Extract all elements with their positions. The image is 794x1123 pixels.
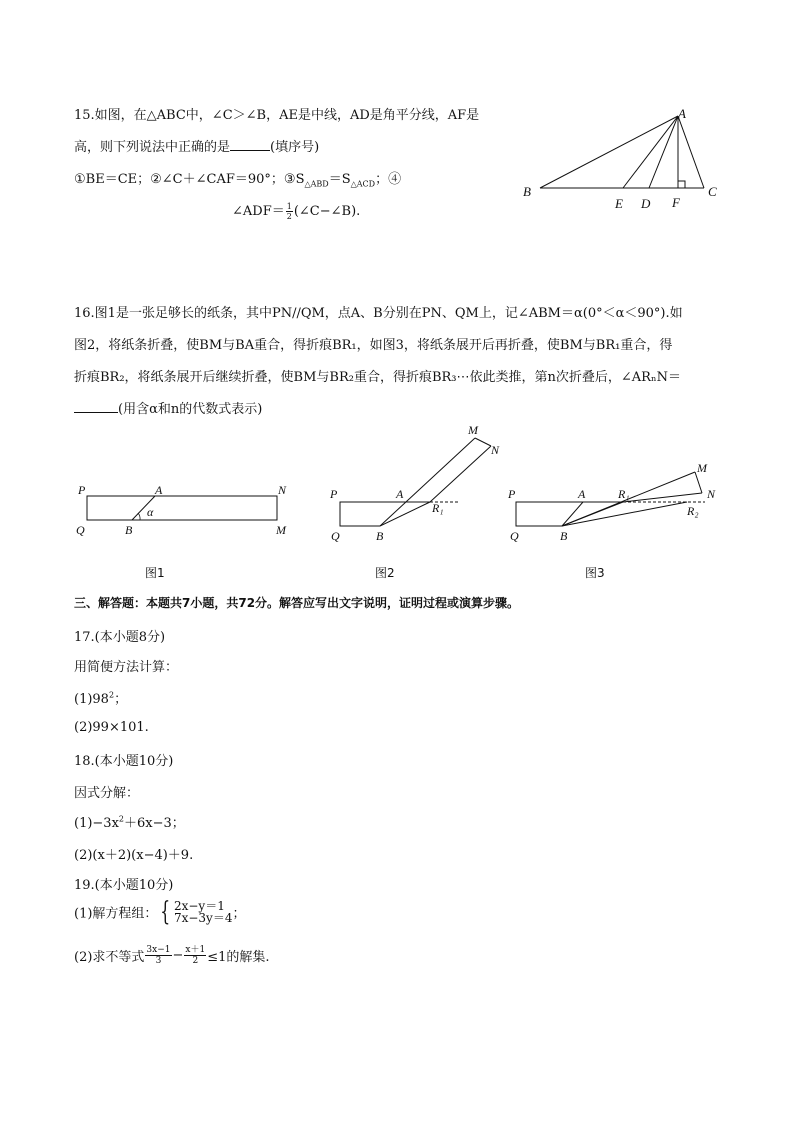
q16-line1: 16.图1是一张足够长的纸条，其中PN//QM，点A、B分别在PN、QM上，记∠ABM＝α(0°＜α＜90°).如 <box>74 306 683 321</box>
right-angle-mark <box>678 181 685 188</box>
q17-p1-end: ； <box>114 692 128 707</box>
brace-icon: { <box>160 897 171 927</box>
fig2-caption: 图2 <box>375 566 395 580</box>
label-N: N <box>278 483 287 497</box>
q15-triangle-figure <box>515 104 725 214</box>
label-E: E <box>615 196 623 211</box>
q16-line4-text: (用含α和n的代数式表示) <box>118 402 263 417</box>
q19-p1-label: (1)解方程组： <box>74 906 158 922</box>
label-R1: R₁ <box>432 501 444 515</box>
label-P: P <box>330 487 338 501</box>
fig1-caption: 图1 <box>145 566 165 580</box>
fold-edge-lower <box>380 438 475 526</box>
segment-AC <box>678 116 704 188</box>
label-N: N <box>491 443 500 457</box>
label-R2: R₂ <box>687 504 699 518</box>
q15-opt1-end: ；④ <box>375 172 402 187</box>
section3-title: 三、解答题：本题共7小题，共72分。解答应写出文字说明，证明过程或演算步骤。 <box>74 596 520 610</box>
q19-p2-label: (2)求不等式 <box>74 950 145 965</box>
q15-answer-blank[interactable] <box>230 138 270 151</box>
q15-line2-text: 高，则下列说法中正确的是 <box>74 140 231 155</box>
label-A: A <box>155 483 163 497</box>
q15-option4 <box>232 200 360 221</box>
frac1-den: 3 <box>155 956 162 966</box>
label-B: B <box>125 523 133 537</box>
label-F: F <box>672 195 680 210</box>
label-P: P <box>78 483 86 497</box>
q16-line3: 折痕BR₂，将纸条展开后继续折叠，使BM与BR₂重合，得折痕BR₃⋯依此类推，第n次折叠后，∠ARₙN＝ <box>74 370 681 385</box>
q19-part2 <box>74 945 270 966</box>
q19-frac1 <box>145 945 171 966</box>
q19-part1 <box>74 897 246 927</box>
q17-header: 17.(本小题8分) <box>74 630 166 645</box>
q16-line2: 图2，将纸条折叠，使BM与BA重合，得折痕BR₁，如图3，将纸条展开后再折叠，使BM与BR₁重合，得 <box>74 338 673 353</box>
q16-figure1 <box>72 478 294 548</box>
frac2-num: x＋1 <box>185 945 206 955</box>
fold-edge-upper <box>430 446 491 502</box>
fold-edge-end <box>695 472 702 493</box>
paper-strip <box>87 496 277 520</box>
label-M: M <box>697 461 707 475</box>
label-P: P <box>508 487 516 501</box>
q15-opt4-frac <box>286 202 293 221</box>
q19-p1-end: ； <box>232 906 246 922</box>
label-R1: R₁ <box>618 487 630 501</box>
minus-sign: − <box>172 948 184 963</box>
label-B: B <box>560 529 568 543</box>
equation-2: 7x−3y＝4 <box>173 911 233 925</box>
q15-options <box>74 168 401 189</box>
q18-part1 <box>74 812 185 831</box>
q15-line1: 15.如图，在△ABC中，∠C＞∠B，AE是中线，AD是角平分线，AF是 <box>74 108 480 123</box>
frac2-den: 2 <box>192 956 199 966</box>
q15-opt4-a: ∠ADF＝ <box>232 204 285 219</box>
crease-BR1 <box>380 502 430 526</box>
segment-AD <box>649 116 678 188</box>
q16-line4 <box>74 398 262 417</box>
label-Q: Q <box>76 523 85 537</box>
q17-p1: (1)98 <box>74 692 109 707</box>
q15-opt1-mid: ＝S <box>328 172 351 187</box>
strip-left <box>516 502 623 526</box>
crease-BR1 <box>562 502 623 526</box>
q19-p2-end: ≤1的解集. <box>207 950 270 965</box>
label-M: M <box>276 523 286 537</box>
q15-line2-suffix: (填序号) <box>270 140 320 155</box>
label-A: A <box>578 487 586 501</box>
q17-p1-sup: 2 <box>108 690 115 700</box>
q18-p1-sup: 2 <box>118 814 125 824</box>
fold-edge-end <box>475 438 491 446</box>
fig3-caption: 图3 <box>585 566 605 580</box>
q15-opt1-sub1: △ABD <box>304 179 329 189</box>
equation-1: 2x−y＝1 <box>173 899 225 913</box>
q17-part1 <box>74 688 127 707</box>
label-A: A <box>678 106 686 121</box>
strip-left <box>340 502 430 526</box>
label-D: D <box>641 196 651 211</box>
q19-header: 19.(本小题10分) <box>74 878 174 893</box>
equation-system <box>157 897 233 927</box>
q18-prompt: 因式分解： <box>74 786 140 801</box>
q17-part2: (2)99×101. <box>74 720 149 735</box>
label-B: B <box>523 184 531 199</box>
q15-opt4-b: (∠C−∠B). <box>293 204 361 219</box>
q15-line2 <box>74 136 319 155</box>
q18-p1-a: (1)−3x <box>74 816 119 831</box>
label-C: C <box>708 184 717 199</box>
label-alpha: α <box>147 505 154 519</box>
frac-den: 2 <box>286 212 292 221</box>
q15-opt1-sub2: △ACD <box>350 179 376 189</box>
q18-p1-b: ＋6x−3； <box>124 816 185 831</box>
q18-part2: (2)(x＋2)(x−4)＋9. <box>74 848 194 863</box>
q19-frac2 <box>184 945 206 966</box>
label-Q: Q <box>331 529 340 543</box>
q17-prompt: 用简便方法计算： <box>74 660 179 675</box>
q16-answer-blank[interactable] <box>74 400 118 413</box>
q15-opt1: ①BE＝CE；②∠C＋∠CAF＝90°；③S <box>74 172 305 187</box>
label-M: M <box>468 423 478 437</box>
label-B: B <box>376 529 384 543</box>
label-N: N <box>707 487 716 501</box>
frac1-num: 3x−1 <box>146 945 171 955</box>
segment-AE <box>623 116 678 188</box>
crease-BR2 <box>562 502 687 526</box>
q16-figure3 <box>505 455 730 550</box>
fold-edge-lower <box>623 493 702 502</box>
frac-num: 1 <box>286 202 292 211</box>
q18-header: 18.(本小题10分) <box>74 754 174 769</box>
angle-arc <box>138 513 140 520</box>
label-Q: Q <box>510 529 519 543</box>
segment-AB <box>540 116 678 188</box>
label-A: A <box>396 487 404 501</box>
q16-figure2 <box>325 420 515 548</box>
